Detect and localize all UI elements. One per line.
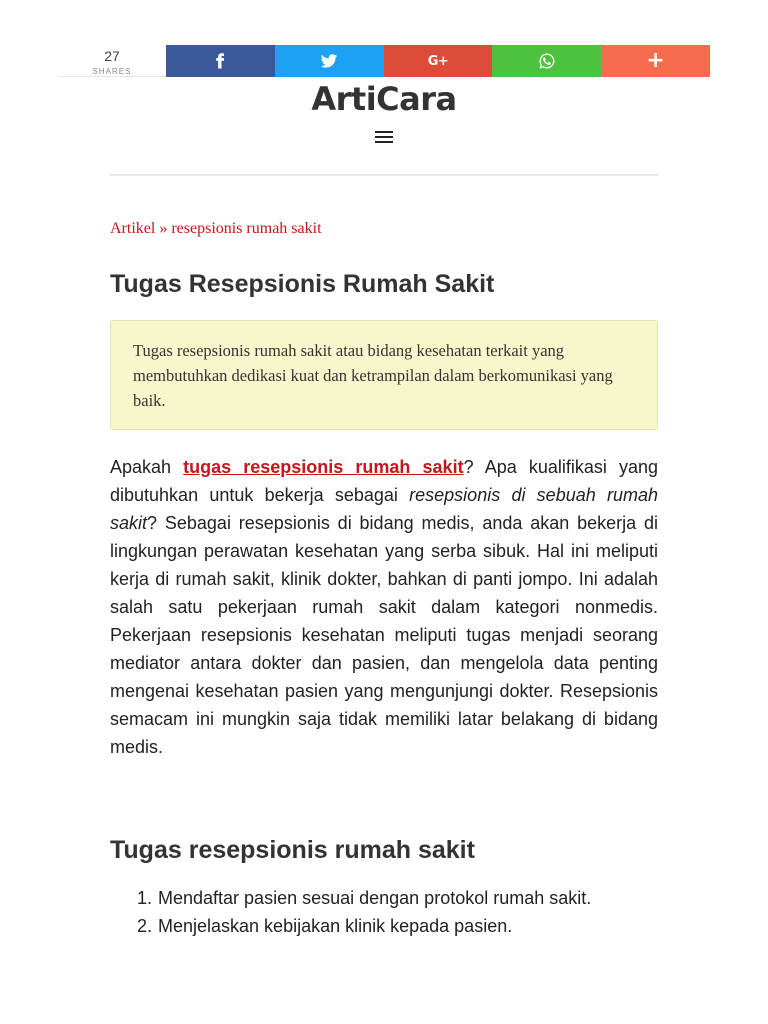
- intro-italic: resepsionis di sebuah rumah sakit: [110, 485, 658, 533]
- header-divider: [110, 174, 658, 176]
- twitter-share-button[interactable]: [275, 45, 384, 77]
- list-item: [110, 912, 658, 940]
- facebook-icon: [211, 52, 229, 70]
- intro-rest: ? Sebagai resepsionis di bidang medis, anda akan bekerja di lingkungan perawatan kesehatan yang serba sibuk. Hal ini meliputi kerja di rumah sakit, klinik dokter, bahkan di panti jompo. Ini adalah salah satu pekerjaan rumah sakit dalam kategori nonmedis. Pekerjaan resepsionis kesehatan meliputi tugas menjadi seorang mediator antara dokter dan pasien, dan mengelola data penting mengenai kesehatan pasien yang mengunjungi dokter. Resepsionis semacam ini mungkin saja tidak memiliki latar belakang di bidang medis.: [110, 513, 658, 757]
- page-title: Tugas Resepsionis Rumah Sakit: [110, 270, 495, 298]
- share-bar: [58, 45, 710, 77]
- intro-prefix: Apakah: [110, 457, 184, 477]
- list-item-number: 2.: [136, 916, 152, 936]
- more-share-button[interactable]: [601, 45, 710, 77]
- share-count: [58, 45, 166, 77]
- plus-icon: +: [646, 48, 665, 73]
- whatsapp-icon: [538, 52, 556, 70]
- breadcrumb-home-link[interactable]: Artikel: [110, 220, 156, 237]
- share-count-label: SHARES: [92, 67, 132, 76]
- facebook-share-button[interactable]: [166, 45, 275, 77]
- list-item-text: Menjelaskan kebijakan klinik kepada pasien.: [158, 916, 513, 936]
- article-intro-paragraph: [110, 453, 658, 761]
- share-count-number: 27: [104, 48, 120, 64]
- breadcrumb-separator: »: [159, 220, 168, 237]
- list-item-number: 1.: [136, 888, 152, 908]
- list-item: [110, 884, 658, 912]
- hamburger-menu-icon[interactable]: [375, 131, 393, 143]
- intro-link[interactable]: tugas resepsionis rumah sakit: [183, 457, 464, 477]
- intro-mid: ? Apa kualifikasi yang dibutuhkan untuk bekerja sebagai: [110, 457, 659, 505]
- section-title: Tugas resepsionis rumah sakit: [110, 836, 475, 864]
- article-excerpt: Tugas resepsionis rumah sakit atau bidang kesehatan terkait yang membutuhkan dedikasi kuat dan ketrampilan dalam berkomunikasi yang baik.: [110, 320, 658, 430]
- whatsapp-share-button[interactable]: [492, 45, 601, 77]
- google-plus-icon: G+: [427, 53, 449, 69]
- twitter-icon: [320, 52, 338, 70]
- site-title[interactable]: ArtiCara: [311, 80, 457, 118]
- task-list: [110, 884, 658, 940]
- list-item-text: Mendaftar pasien sesuai dengan protokol rumah sakit.: [158, 888, 592, 908]
- google-plus-share-button[interactable]: [384, 45, 493, 77]
- breadcrumb-current-link[interactable]: resepsionis rumah sakit: [171, 220, 322, 237]
- breadcrumb: [110, 220, 322, 238]
